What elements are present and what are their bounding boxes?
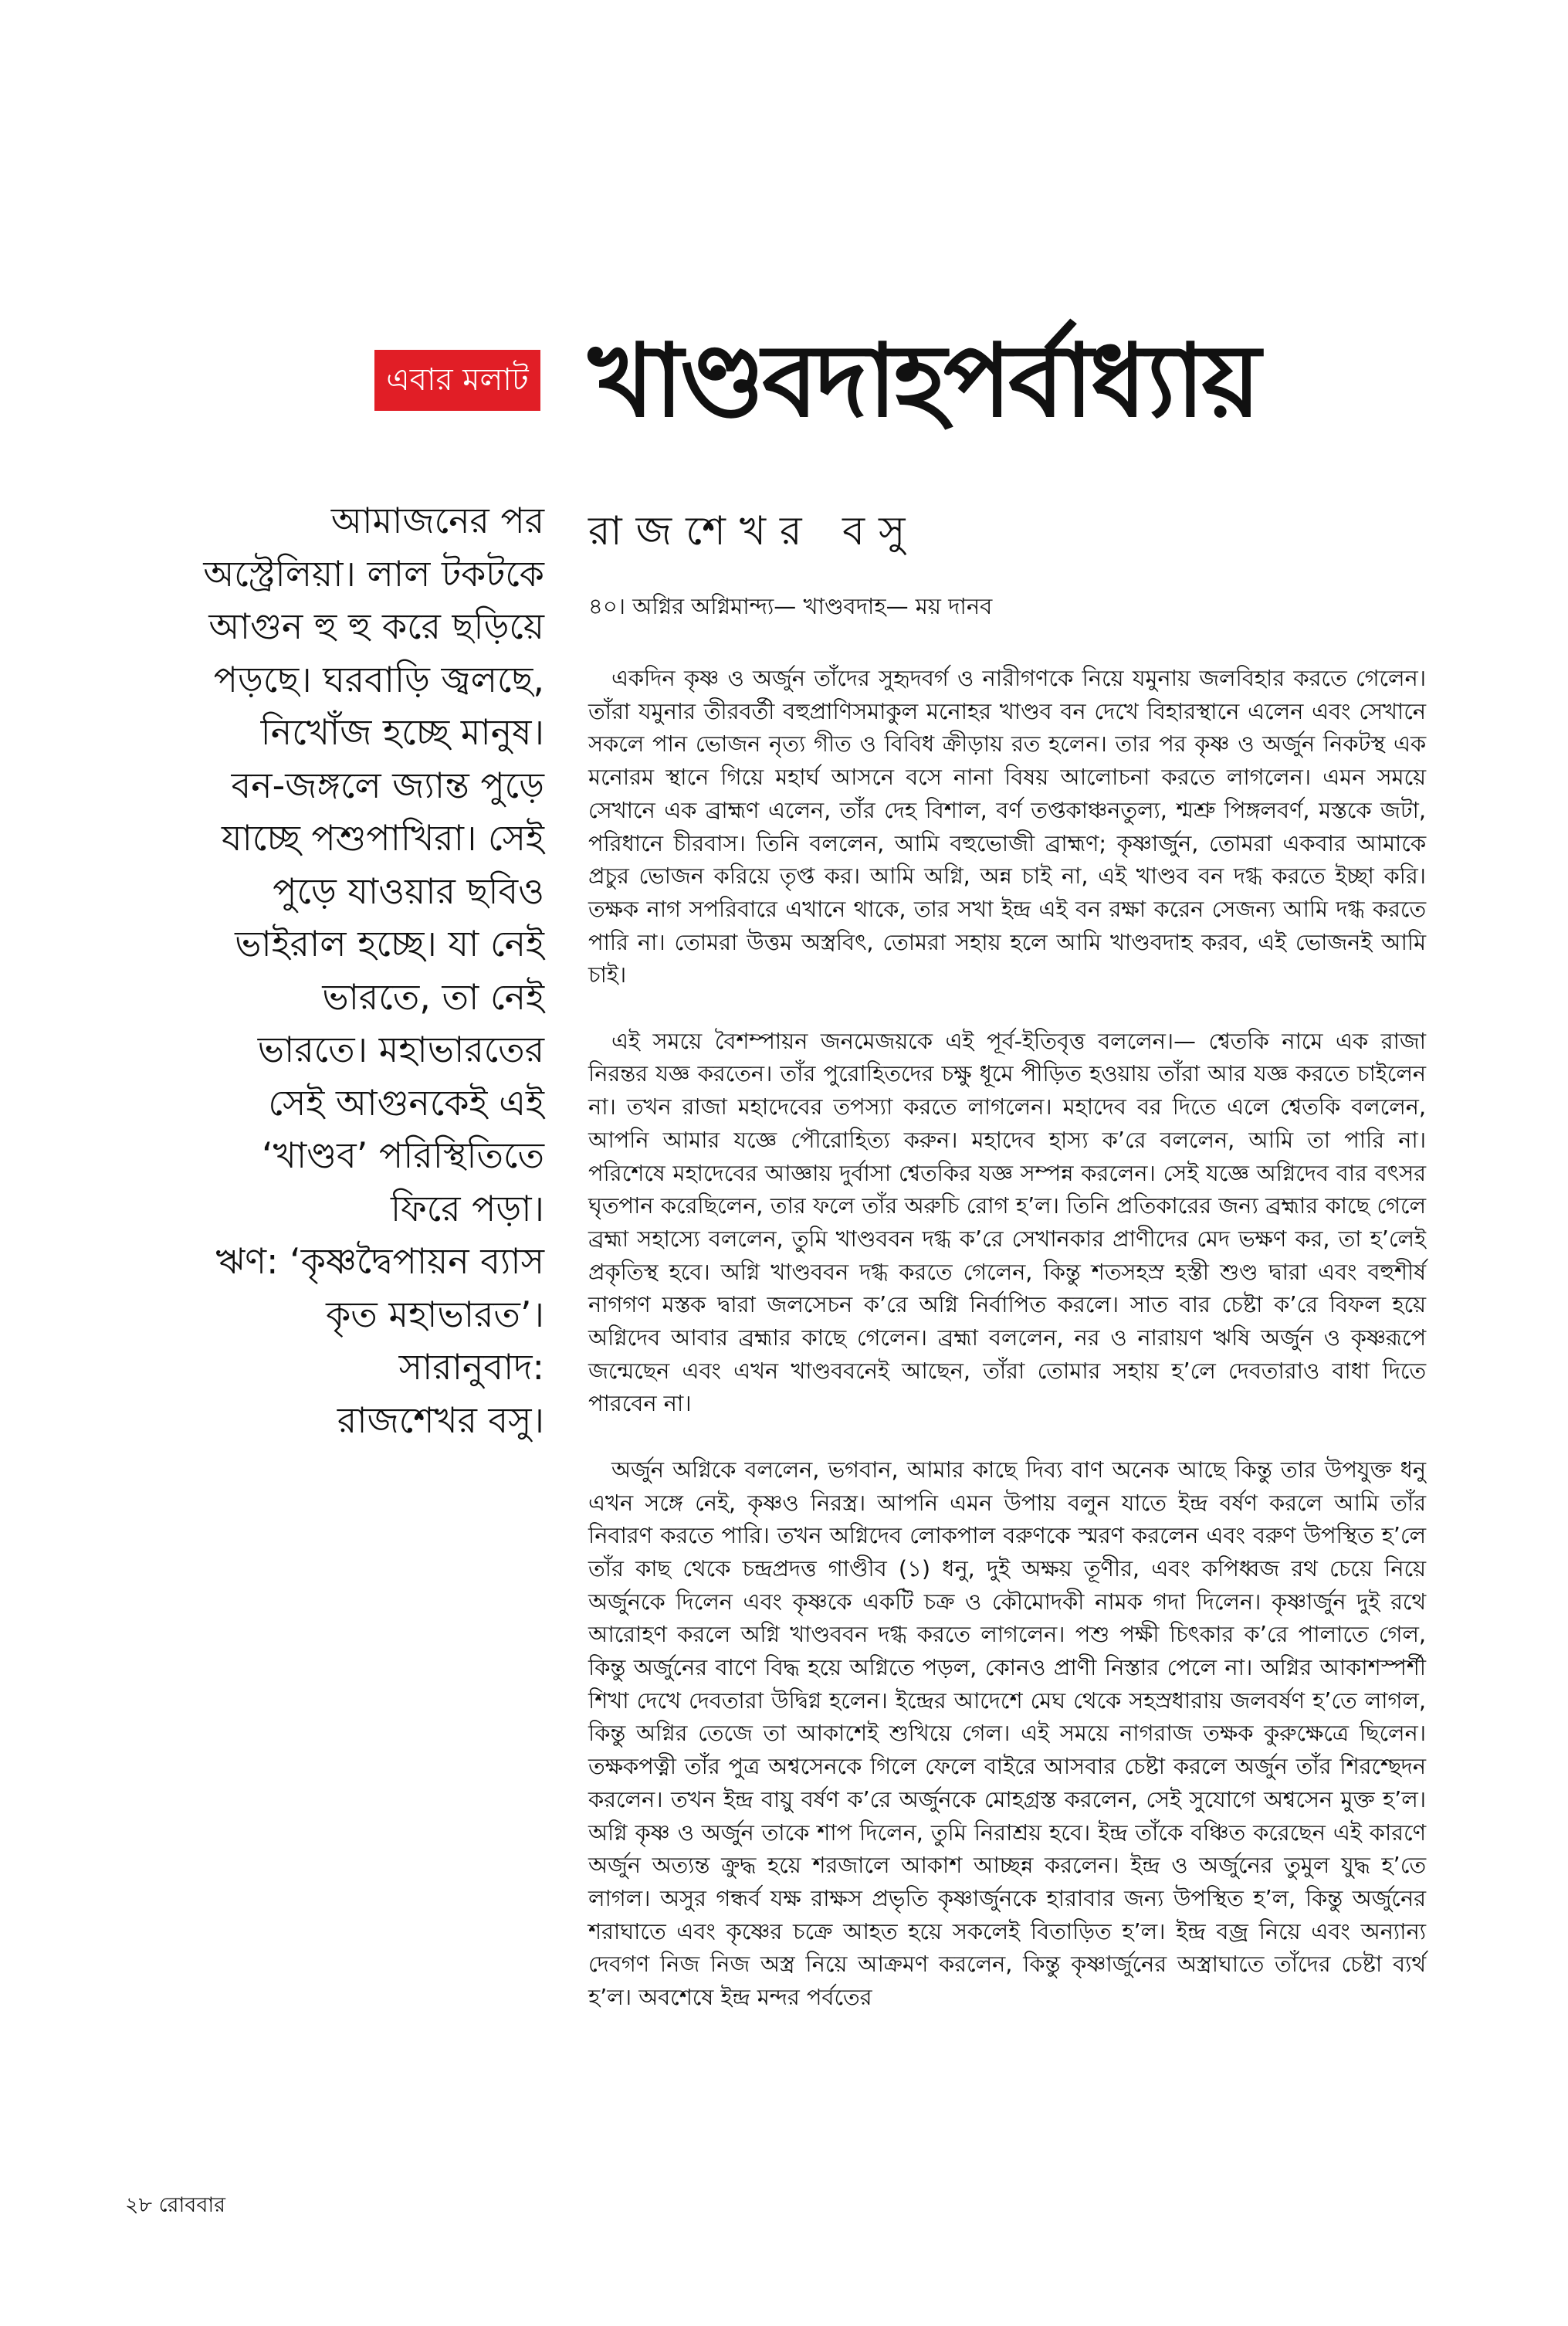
blurb-line: কৃত মহাভারত’। bbox=[326, 1293, 544, 1335]
body-paragraph: এই সময়ে বৈশম্পায়ন জনমেজয়কে এই পূর্ব-ইতিবৃত্ত বললেন।— শ্বেতকি নামে এক রাজা নিরন্তর যজ্ঞ করতেন। তাঁর পুরোহিতদের চক্ষু ধূমে পীড়িত হওয়ায় তাঁরা আর যজ্ঞ করতে চাইলেন না। তখন রাজা মহাদেবের তপস্যা করতে লাগলেন। মহাদেব বর দিতে এলে শ্বেতকি বললেন, আপনি আমার যজ্ঞে পৌরোহিত্য করুন। মহাদেব হাস্য ক’রে বললেন, আমি তা পারি না। পরিশেষে মহাদেবের আজ্ঞায় দুর্বাসা শ্বেতকির যজ্ঞ সম্পন্ন করলেন। সেই যজ্ঞে অগ্নিদেব বার বৎসর ঘৃতপান করেছিলেন, তার ফলে তাঁর অরুচি রোগ হ’ল। তিনি প্রতিকারের জন্য ব্রহ্মার কাছে গেলে ব্রহ্মা সহাস্যে বললেন, তুমি খাণ্ডববন দগ্ধ ক’রে সেখানকার প্রাণীদের মেদ ভক্ষণ কর, তা হ’লেই প্রকৃতিস্থ হবে। অগ্নি খাণ্ডববন দগ্ধ করতে গেলেন, কিন্তু শতসহস্র হস্তী শুণ্ড দ্বারা এবং বহুশীর্ষ নাগগণ মস্তক দ্বারা জলসেচন ক’রে অগ্নি নির্বাপিত করলে। সাত বার চেষ্টা ক’রে বিফল হয়ে অগ্নিদেব আবার ব্রহ্মার কাছে গেলেন। ব্রহ্মা বললেন, নর ও নারায়ণ ঋষি অর্জুন ও কৃষ্ণরূপে জন্মেছেন এবং এখন খাণ্ডববনেই আছেন, তাঁরা তোমার সহায় হ’লে দেবতারাও বাধা দিতে পারবেন না। bbox=[588, 1027, 1426, 1417]
intro-blurb bbox=[147, 494, 544, 1446]
blurb-line: সেই আগুনকেই এই bbox=[268, 1081, 544, 1124]
blurb-line: ভারতে, তা নেই bbox=[322, 975, 544, 1018]
blurb-line: ফিরে পড়া। bbox=[390, 1187, 544, 1229]
blurb-line: যাচ্ছে পশুপাখিরা। সেই bbox=[222, 817, 544, 859]
body-paragraph: অর্জুন অগ্নিকে বললেন, ভগবান, আমার কাছে দিব্য বাণ অনেক আছে কিন্তু তার উপযুক্ত ধনু এখন সঙ্গে নেই, কৃষ্ণও নিরস্ত্র। আপনি এমন উপায় বলুন যাতে ইন্দ্র বর্ষণ করলে আমি তাঁর নিবারণ করতে পারি। তখন অগ্নিদেব লোকপাল বরুণকে স্মরণ করলেন এবং বরুণ উপস্থিত হ’লে তাঁর কাছ থেকে চন্দ্রপ্রদত্ত গাণ্ডীব (১) ধনু, দুই অক্ষয় তূণীর, এবং কপিধ্বজ রথ চেয়ে নিয়ে অর্জুনকে দিলেন এবং কৃষ্ণকে একটি চক্র ও কৌমোদকী নামক গদা দিলেন। কৃষ্ণার্জুন দুই রথে আরোহণ করলে অগ্নি খাণ্ডববন দগ্ধ করতে লাগলেন। পশু পক্ষী চিৎকার ক’রে পালাতে গেল, কিন্তু অর্জুনের বাণে বিদ্ধ হয়ে অগ্নিতে পড়ল, কোনও প্রাণী নিস্তার পেলে না। অগ্নির আকাশস্পর্শী শিখা দেখে দেবতারা উদ্বিগ্ন হলেন। ইন্দ্রের আদেশে মেঘ থেকে সহস্রধারায় জলবর্ষণ হ’তে লাগল, কিন্তু অগ্নির তেজে তা আকাশেই শুখিয়ে গেল। এই সময়ে নাগরাজ তক্ষক কুরুক্ষেত্রে ছিলেন। তক্ষকপত্নী তাঁর পুত্র অশ্বসেনকে গিলে ফেলে বাইরে আসবার চেষ্টা করলে অর্জুন তাঁর শিরশ্ছেদন করলেন। তখন ইন্দ্র বায়ু বর্ষণ ক’রে অর্জুনকে মোহগ্রস্ত করলেন, সেই সুযোগে অশ্বসেন মুক্ত হ’ল। অগ্নি কৃষ্ণ ও অর্জুন তাকে শাপ দিলেন, তুমি নিরাশ্রয় হবে। ইন্দ্র তাঁকে বঞ্চিত করেছেন এই কারণে অর্জুন অত্যন্ত ক্রুদ্ধ হয়ে শরজালে আকাশ আচ্ছন্ন করলেন। ইন্দ্র ও অর্জুনের তুমুল যুদ্ধ হ’তে লাগল। অসুর গন্ধর্ব যক্ষ রাক্ষস প্রভৃতি কৃষ্ণার্জুনকে হারাবার জন্য উপস্থিত হ’ল, কিন্তু অর্জুনের শরাঘাতে এবং কৃষ্ণের চক্রে আহত হয়ে সকলেই বিতাড়িত হ’ল। ইন্দ্র বজ্র নিয়ে এবং অন্যান্য দেবগণ নিজ নিজ অস্ত্র নিয়ে আক্রমণ করলেন, কিন্তু কৃষ্ণার্জুনের অস্ত্রাঘাতে তাঁদের চেষ্টা ব্যর্থ হ’ল। অবশেষে ইন্দ্র মন্দর পর্বতের bbox=[588, 1456, 1426, 2011]
blurb-line: পুড়ে যাওয়ার ছবিও bbox=[273, 870, 544, 912]
blurb-line: রাজশেখর বসু। bbox=[337, 1399, 544, 1441]
blurb-line: আগুন হু হু করে ছড়িয়ে bbox=[208, 605, 544, 647]
chapter-heading: ৪০। অগ্নির অগ্নিমান্দ্য— খাণ্ডবদাহ— ময় দানব bbox=[588, 593, 993, 619]
blurb-line: আমাজনের পর bbox=[330, 500, 544, 541]
page-folio: ২৮ রোববার bbox=[125, 2193, 226, 2217]
author-name: রাজশেখর বসু bbox=[588, 508, 919, 554]
blurb-line: পড়ছে। ঘরবাড়ি জ্বলছে, bbox=[213, 658, 544, 700]
blurb-line: ঋণ: ‘কৃষ্ণদ্বৈপায়ন ব্যাস bbox=[215, 1240, 544, 1282]
article-body bbox=[588, 662, 1426, 2046]
section-badge: এবার মলাট bbox=[374, 350, 540, 411]
blurb-line: অস্ট্রেলিয়া। লাল টকটকে bbox=[203, 552, 544, 595]
blurb-line: ‘খাণ্ডব’ পরিস্থিতিতে bbox=[262, 1134, 544, 1176]
blurb-line: ভারতে। মহাভারতের bbox=[257, 1029, 544, 1070]
blurb-line: নিখোঁজ হচ্ছে মানুষ। bbox=[260, 711, 544, 753]
body-paragraph: একদিন কৃষ্ণ ও অর্জুন তাঁদের সুহৃদবর্গ ও নারীগণকে নিয়ে যমুনায় জলবিহার করতে গেলেন। তাঁরা যমুনার তীরবর্তী বহুপ্রাণিসমাকুল মনোহর খাণ্ডব বন দেখে বিহারস্থানে এলেন এবং সেখানে সকলে পান ভোজন নৃত্য গীত ও বিবিধ ক্রীড়ায় রত হলেন। তার পর কৃষ্ণ ও অর্জুন নিকটস্থ এক মনোরম স্থানে গিয়ে মহার্ঘ আসনে বসে নানা বিষয় আলোচনা করতে লাগলেন। এমন সময়ে সেখানে এক ব্রাহ্মণ এলেন, তাঁর দেহ বিশাল, বর্ণ তপ্তকাঞ্চনতুল্য, শ্মশ্রু পিঙ্গলবর্ণ, মস্তকে জটা, পরিধানে চীরবাস। তিনি বললেন, আমি বহুভোজী ব্রাহ্মণ; কৃষ্ণার্জুন, তোমরা একবার আমাকে প্রচুর ভোজন করিয়ে তৃপ্ত কর। আমি অগ্নি, অন্ন চাই না, এই খাণ্ডব বন দগ্ধ করতে ইচ্ছা করি। তক্ষক নাগ সপরিবারে এখানে থাকে, তার সখা ইন্দ্র এই বন রক্ষা করেন সেজন্য আমি দগ্ধ করতে পারি না। তোমরা উত্তম অস্ত্রবিৎ, তোমরা সহায় হলে আমি খাণ্ডবদাহ করব, এই ভোজনই আমি চাই। bbox=[588, 665, 1426, 988]
blurb-line: বন-জঙ্গলে জ্যান্ত পুড়ে bbox=[231, 764, 544, 806]
article-title: খাণ্ডবদাহপর্বাধ্যায় bbox=[588, 322, 1258, 439]
blurb-line: ভাইরাল হচ্ছে। যা নেই bbox=[235, 923, 544, 965]
blurb-line: সারানুবাদ: bbox=[398, 1346, 544, 1388]
